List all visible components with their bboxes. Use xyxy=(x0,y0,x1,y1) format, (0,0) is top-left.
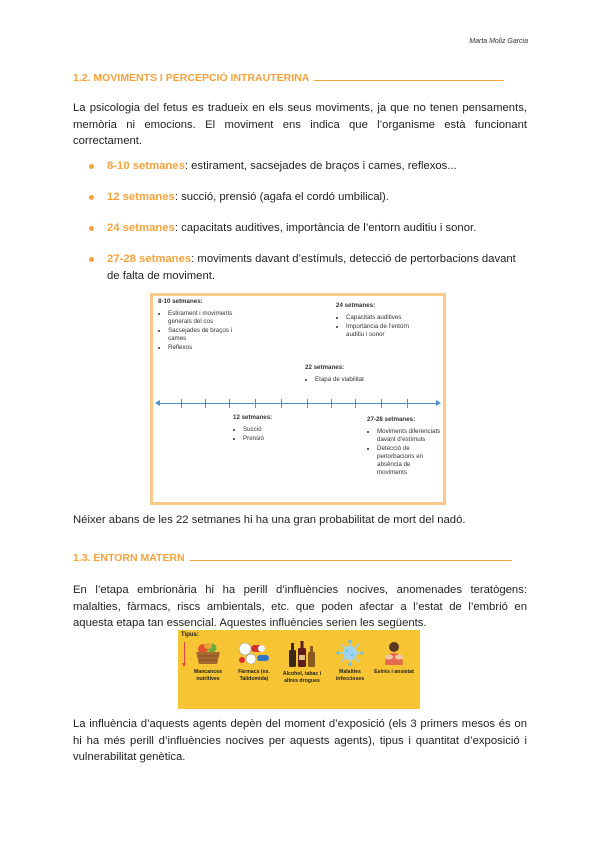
pills-icon xyxy=(237,640,271,666)
section-heading-text: 1.3. ENTORN MATERN xyxy=(73,552,185,564)
after-figure-paragraph: Néixer abans de les 22 setmanes hi ha una gran probabilitat de mort del nadó. xyxy=(73,514,466,526)
list-item: 8-10 setmanes: estirament, sacsejades de braços i cames, reflexos... xyxy=(73,158,527,175)
list-item: 24 setmanes: capacitats auditives, importància de l’entorn auditiu i sonor. xyxy=(73,220,527,237)
author-name: Marta Moliz Garcia xyxy=(469,38,528,45)
fetal-movement-timeline xyxy=(150,293,446,505)
bullet-dot-icon xyxy=(89,226,94,231)
arrow-left-icon xyxy=(155,400,160,406)
list-item: 27-28 setmanes: moviments davant d’estímuls, detecció de pertorbacions davant de falta de moviment. xyxy=(73,251,527,284)
closing-paragraph: La influència d’aquests agents depèn del moment d’exposició (els 3 primers mesos és on hi ha més perill d’influències nocives per aquests agents), tipus i quantitat d’exposició i vulnerabilitat genètica. xyxy=(73,718,527,763)
factor-item: Alcohol, tabac i altres drogues xyxy=(280,640,324,684)
factor-item: Fàrmacs (ex. Talidomida) xyxy=(232,640,276,682)
bullet-dot-icon xyxy=(89,257,94,262)
factor-item: Mancances nutritives xyxy=(186,640,230,682)
factor-item: Estrès i ansietat xyxy=(372,640,416,676)
bullet-dot-icon xyxy=(89,195,94,200)
intro-paragraph-1-2: La psicologia del fetus es tradueix en els seus moviments, ja que no tenen pensaments, memòria ni emocions. El moviment ens indica que l’organisme està funcionant correctament. xyxy=(73,102,527,147)
food-basket-icon xyxy=(193,640,223,666)
factor-item: Malalties infeccioses xyxy=(328,640,372,682)
heading-underline xyxy=(190,560,512,561)
arrow-down-icon xyxy=(184,642,185,664)
weeks-list xyxy=(73,158,527,299)
heading-underline xyxy=(314,80,504,81)
arrow-right-icon xyxy=(436,400,441,406)
section-heading-text: 1.2. MOVIMENTS I PERCEPCIÓ INTRAUTERINA xyxy=(73,72,309,84)
bullet-dot-icon xyxy=(89,164,94,169)
teratogen-types-figure: Tipus: Mancances nutritives Fàrmacs (ex. Talidomida) Alcohol, tabac i altres drogues Malalties infeccioses Estrès i ansietat xyxy=(178,630,420,709)
virus-icon xyxy=(336,640,364,666)
timeline-axis xyxy=(159,403,437,404)
section-heading-1-3 xyxy=(73,552,527,564)
timeline-block-12: 12 setmanes: • Succió • Prensió xyxy=(233,414,313,444)
timeline-block-8-10: 8-10 setmanes: • Estirament i moviments generals del cos • Sacsejades de braços i cames • Reflexos xyxy=(158,298,250,353)
stressed-person-icon xyxy=(379,640,409,666)
timeline-block-24: 24 setmanes: • Capacitats auditives • Importància de l’entorn auditiu i sonor xyxy=(336,302,426,340)
timeline-block-27-28: 27-28 setmanes: • Moviments diferenciats davant d’estímuls • Detecció de pertorbacions en absència de moviments xyxy=(367,416,441,478)
list-item: 12 setmanes: succió, prensió (agafa el cordó umbilical). xyxy=(73,189,527,206)
bottles-icon xyxy=(285,640,319,668)
timeline-block-22: 22 setmanes: • Etapa de viabilitat xyxy=(305,364,405,385)
intro-paragraph-1-3: En l’etapa embrionària hi ha perill d’influències nocives, anomenades teratògens: malalties, fàrmacs, riscs ambientals, etc. que poden afectar a l’estat de l’embrió en aquesta etapa tan essencial. Aquestes influències serien les següents. xyxy=(73,584,527,629)
section-heading-1-2 xyxy=(73,72,527,84)
